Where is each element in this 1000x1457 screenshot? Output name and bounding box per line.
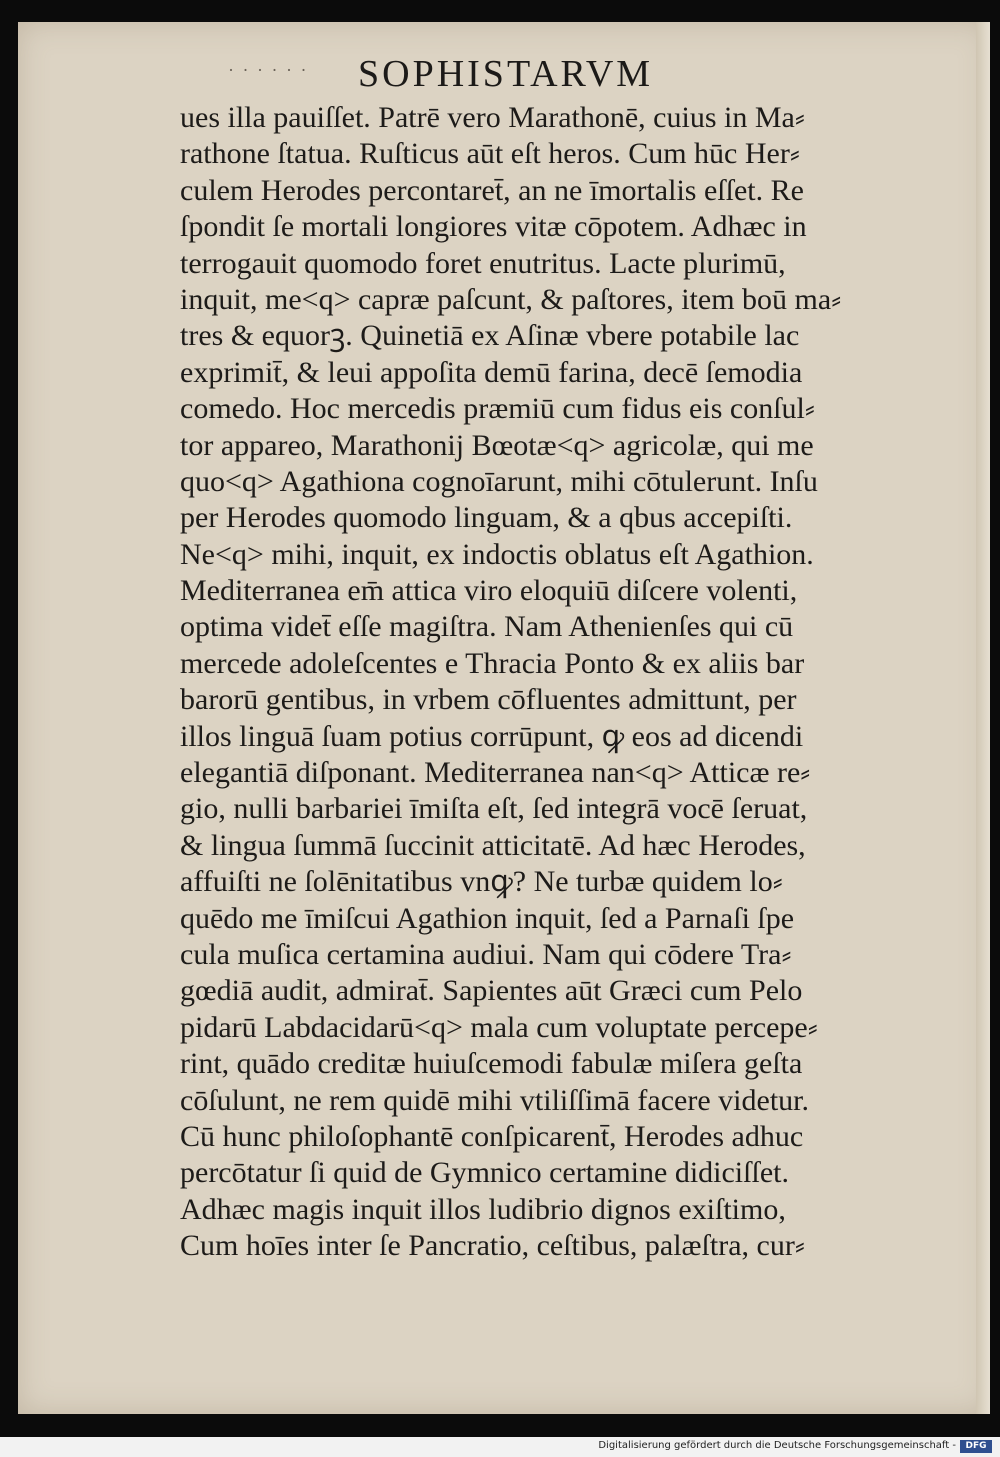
text-line: pidarū Labdacidarū<q> mala cum voluptate percepe⸗ — [180, 1010, 818, 1044]
page-edge — [976, 22, 990, 1414]
text-line: tres & equorꝫ. Quinetiā ex Aſinæ vbere potabile lac — [180, 319, 800, 353]
text-line: optima videt̄ eſſe magiſtra. Nam Athenienſes qui cū — [180, 610, 794, 644]
text-line: quo<q> Agathiona cognoīarunt, mihi cōtulerunt. Inſu — [180, 464, 818, 498]
header-ornament: · · · · · · — [228, 60, 309, 80]
text-line: per Herodes quomodo linguam, & a qbus accepiſti. — [180, 501, 793, 535]
text-line: gio, nulli barbariei īmiſta eſt, ſed integrā vocē ſeruat, — [180, 792, 808, 826]
footer-bar — [0, 1437, 1000, 1457]
text-line: affuiſti ne ſolēnitatibus vnꝙ? Ne turbæ quidem lo⸗ — [180, 865, 783, 899]
text-line: rathone ſtatua. Ruſticus aūt eſt heros. Cum hūc Her⸗ — [180, 137, 800, 171]
text-line: tor appareo, Marathonij Bœotæ<q> agricolæ, qui me — [180, 428, 814, 462]
text-line: rint, quādo creditæ huiuſcemodi fabulæ miſera geſta — [180, 1047, 803, 1081]
text-line: & lingua ſummā ſuccinit atticitatē. Ad hæc Herodes, — [180, 828, 806, 862]
text-line: percōtatur ſi quid de Gymnico certamine didiciſſet. — [180, 1156, 789, 1190]
dfg-logo: DFG — [960, 1440, 992, 1453]
text-line: illos linguā ſuam potius corrūpunt, ꝙ eos ad dicendi — [180, 719, 804, 753]
text-line: elegantiā diſponant. Mediterranea nan<q> Atticæ re⸗ — [180, 756, 811, 790]
text-line: ues illa pauiſſet. Patrē vero Marathonē, cuius in Ma⸗ — [180, 101, 805, 134]
text-block — [180, 100, 920, 1265]
text-line: mercede adoleſcentes e Thracia Ponto & ex aliis bar — [180, 646, 805, 680]
text-line: barorū gentibus, in vrbem cōfluentes admittunt, per — [180, 683, 797, 717]
book-page — [18, 22, 990, 1414]
text-line: inquit, me<q> capræ paſcunt, & paſtores, item boū ma⸗ — [180, 282, 842, 316]
text-line: Adhæc magis inquit illos ludibrio dignos exiſtimo, — [180, 1192, 786, 1226]
text-line: culem Herodes percontaret̄, an ne īmortalis eſſet. Re — [180, 173, 804, 207]
text-line: exprimit̄, & leui appoſita demū farina, decē ſemodia — [180, 355, 803, 389]
text-line: ſpondit ſe mortali longiores vitæ cōpotem. Adhæc in — [180, 210, 807, 244]
text-line: Cū hunc philoſophantē conſpicarent̄, Herodes adhuc — [180, 1119, 804, 1153]
text-line: gœdiā audit, admirat̄. Sapientes aūt Græci cum Pelo — [180, 974, 803, 1008]
text-line: comedo. Hoc mercedis præmiū cum fidus eis conſul⸗ — [180, 392, 815, 426]
text-line: quēdo me īmiſcui Agathion inquit, ſed a Parnaſi ſpe — [180, 901, 795, 935]
text-line: Ne<q> mihi, inquit, ex indoctis oblatus eſt Agathion. — [180, 537, 814, 571]
text-line: Mediterranea em̄ attica viro eloquiū diſcere volenti, — [180, 574, 798, 608]
running-head: SOPHISTARVM — [358, 53, 654, 95]
text-line: terrogauit quomodo foret enutritus. Lacte plurimū, — [180, 246, 786, 280]
digitization-credit: Digitalisierung gefördert durch die Deutsche Forschungsgemeinschaft - — [598, 1440, 956, 1451]
text-line: Cum hoīes inter ſe Pancratio, ceſtibus, palæſtra, cur⸗ — [180, 1229, 805, 1263]
text-line: cōſulunt, ne rem quidē mihi vtiliſſimā facere videtur. — [180, 1083, 809, 1117]
text-line: cula muſica certamina audiui. Nam qui cōdere Tra⸗ — [180, 937, 792, 971]
